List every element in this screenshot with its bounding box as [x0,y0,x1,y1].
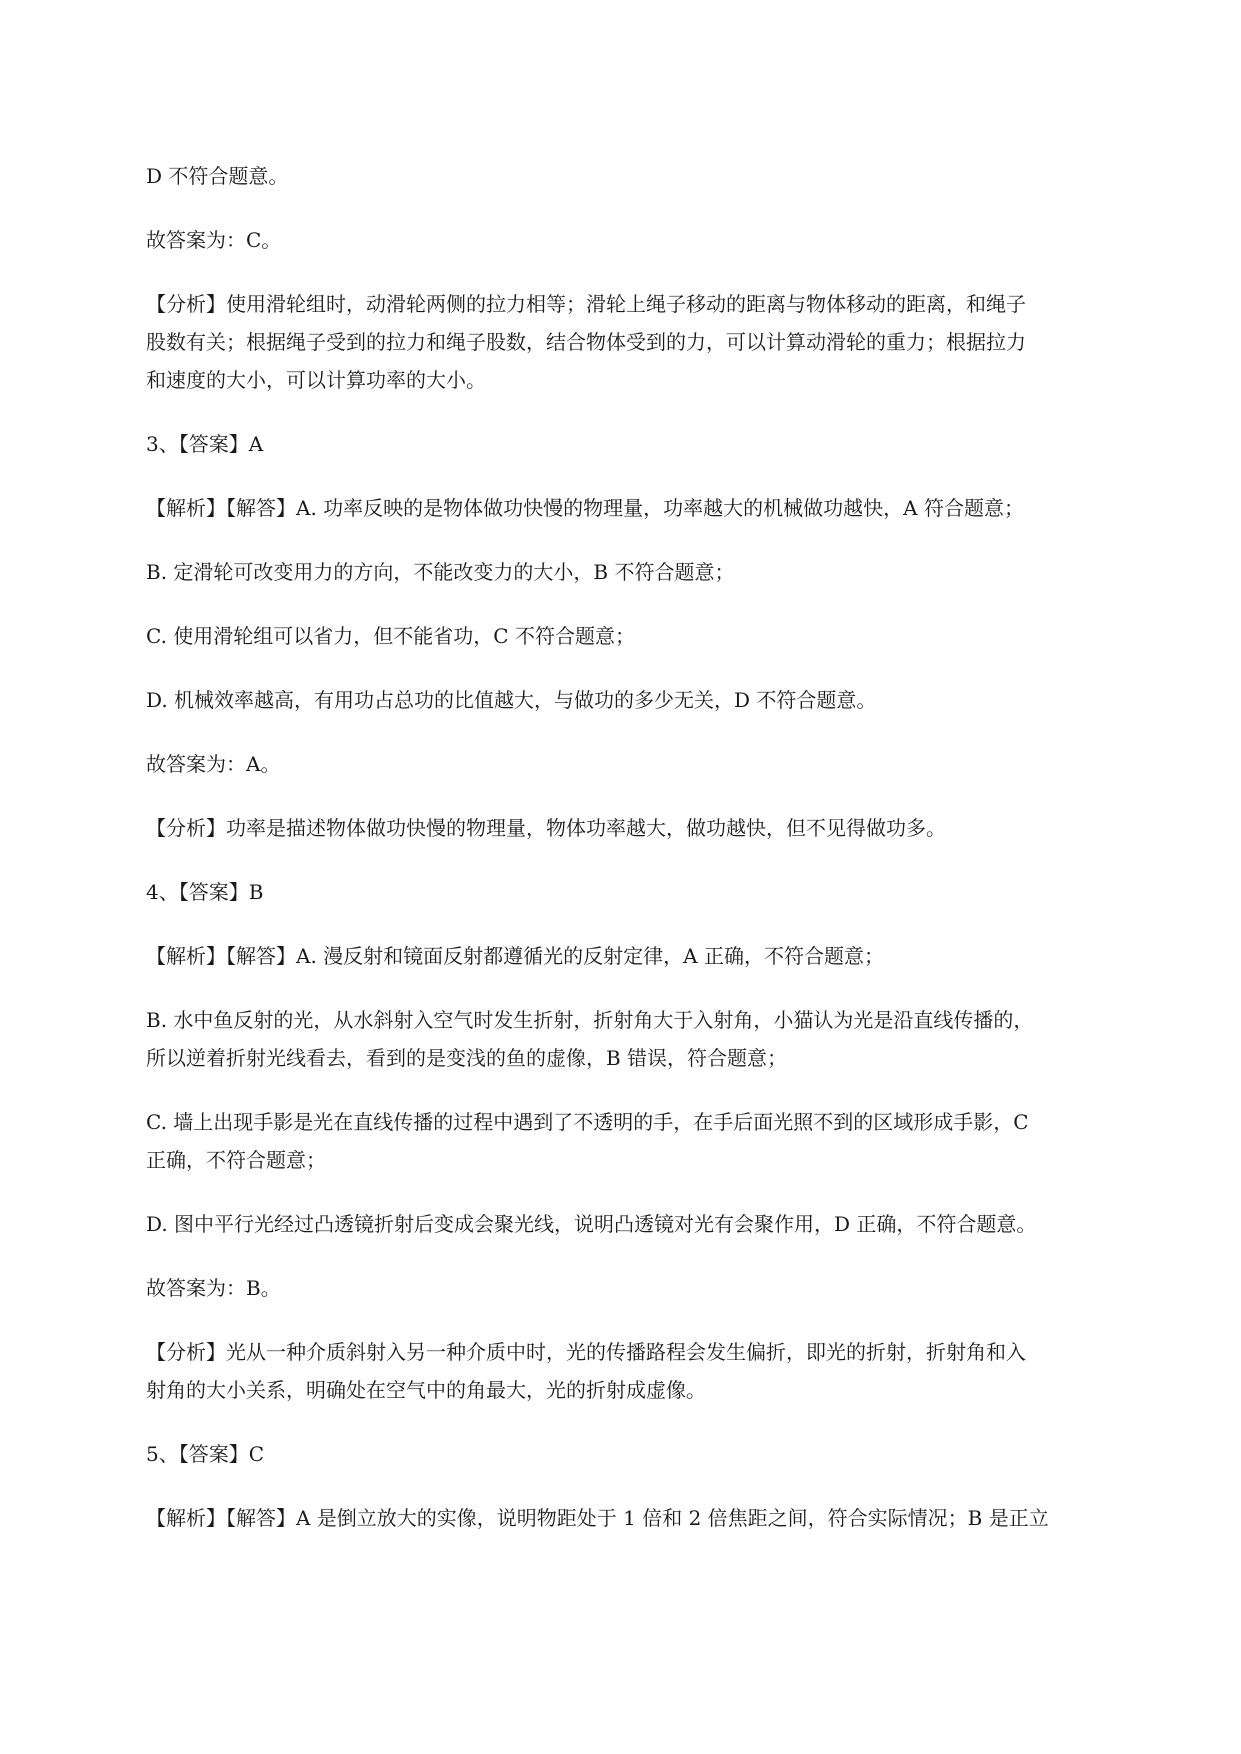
paragraph-q3-answer [146,425,1146,463]
text-line: 【解析】【解答】A. 漫反射和镜面反射都遵循光的反射定律，A 正确，不符合题意； [146,944,884,968]
text-line: 【解析】【解答】A. 功率反映的是物体做功快慢的物理量，功率越大的机械做功越快，A 符合题意； [146,496,1024,520]
paragraph-q4-answer [146,873,1146,911]
paragraph-analysis-power [146,809,1146,847]
text-line: C. 墙上出现手影是光在直线传播的过程中遇到了不透明的手，在手后面光照不到的区域形成手影，C [146,1110,1029,1134]
text-line: 所以逆着折射光线看去，看到的是变浅的鱼的虚像，B 错误，符合题意； [146,1046,788,1070]
document-page [146,157,1146,1563]
text-line: 【分析】功率是描述物体做功快慢的物理量，物体功率越大，做功越快，但不见得做功多。 [146,816,946,840]
text-line: 和速度的大小，可以计算功率的大小。 [146,368,486,392]
text-line: 射角的大小关系，明确处在空气中的角最大，光的折射成虚像。 [146,1378,706,1402]
text-line: B. 水中鱼反射的光，从水斜射入空气时发生折射，折射角大于入射角，小猫认为光是沿直线传播的， [146,1008,1034,1032]
text-line: C. 使用滑轮组可以省力，但不能省功，C 不符合题意； [146,624,635,648]
paragraph-q4-solution-c [146,1103,1146,1179]
paragraph-q3-solution-c [146,617,1146,655]
paragraph-answer-b [146,1269,1146,1307]
text-line: 5、【答案】C [146,1442,265,1466]
text-line: 股数有关；根据绳子受到的拉力和绳子股数，结合物体受到的力，可以计算动滑轮的重力；根据拉力 [146,330,1026,354]
paragraph-answer-c [146,221,1146,259]
paragraph-q4-solution-d [146,1205,1146,1243]
paragraph-q4-solution-b [146,1001,1146,1077]
paragraph-q4-solution-a [146,937,1146,975]
text-line: 3、【答案】A [146,432,264,456]
paragraph-analysis-refraction [146,1333,1146,1409]
text-line: 【分析】使用滑轮组时，动滑轮两侧的拉力相等；滑轮上绳子移动的距离与物体移动的距离，和绳子 [146,292,1026,316]
paragraph-q3-solution-d [146,681,1146,719]
text-line: 4、【答案】B [146,880,264,904]
text-line: 故答案为：A。 [146,752,281,776]
paragraph-q3-solution-a [146,489,1146,527]
paragraph-analysis-pulley [146,285,1146,399]
paragraph-q5-solution [146,1499,1146,1537]
text-line: D. 图中平行光经过凸透镜折射后变成会聚光线，说明凸透镜对光有会聚作用，D 正确，不符合题意。 [146,1212,1037,1236]
text-line: 【解析】【解答】A 是倒立放大的实像，说明物距处于 1 倍和 2 倍焦距之间，符合实际情况；B 是正立 [146,1506,1049,1530]
text-line: 正确，不符合题意； [146,1148,326,1172]
text-line: D. 机械效率越高，有用功占总功的比值越大，与做功的多少无关，D 不符合题意。 [146,688,877,712]
paragraph-d-conclusion [146,157,1146,195]
text-line: 故答案为：B。 [146,1276,281,1300]
paragraph-answer-a [146,745,1146,783]
text-line: 故答案为：C。 [146,228,282,252]
text-line: 【分析】光从一种介质斜射入另一种介质中时，光的传播路程会发生偏折，即光的折射，折射角和入 [146,1340,1026,1364]
paragraph-q5-answer [146,1435,1146,1473]
text-line: B. 定滑轮可改变用力的方向，不能改变力的大小，B 不符合题意； [146,560,735,584]
paragraph-q3-solution-b [146,553,1146,591]
text-line: D 不符合题意。 [146,164,289,188]
